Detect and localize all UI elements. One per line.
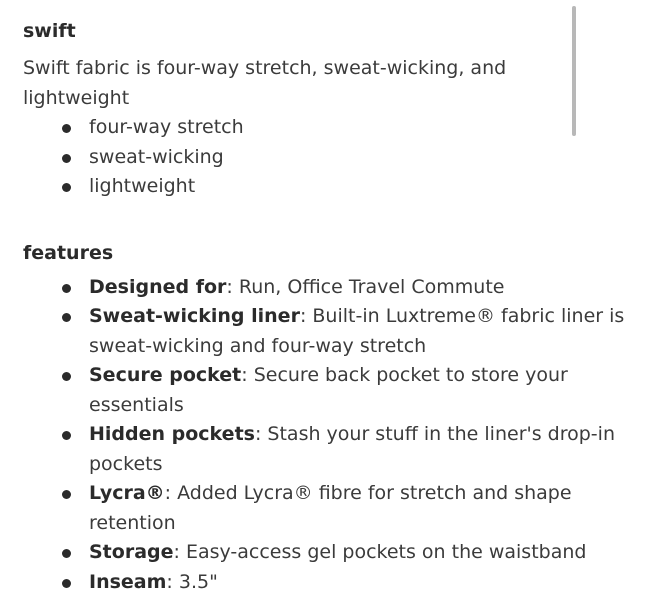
feature-label: Hidden pockets <box>89 423 255 445</box>
feature-item-hidden-pockets <box>23 420 659 479</box>
features-list <box>23 273 623 597</box>
feature-item-secure-pocket <box>23 361 659 420</box>
feature-text: : Easy-access gel pockets on the waistband <box>174 541 587 563</box>
bullet-icon <box>62 313 71 322</box>
swift-heading: swift <box>23 17 623 45</box>
bullet-icon <box>62 490 71 499</box>
feature-label: Inseam <box>89 571 166 593</box>
feature-text: : Run, Office Travel Commute <box>226 276 504 298</box>
bullet-icon <box>62 431 71 440</box>
feature-item-storage <box>23 538 659 568</box>
feature-text: : Stash your stuff in the liner's drop-in pockets <box>89 423 615 475</box>
feature-text: : 3.5" <box>166 571 217 593</box>
list-item <box>23 113 623 143</box>
feature-item-lycra <box>23 479 659 538</box>
swift-bullet-list <box>23 113 623 202</box>
bullet-icon <box>62 284 71 293</box>
vertical-scrollbar[interactable] <box>572 6 576 136</box>
bullet-icon <box>62 549 71 558</box>
list-item-text: lightweight <box>89 175 195 197</box>
list-item-text: four-way stretch <box>89 116 244 138</box>
feature-item-inseam <box>23 568 659 597</box>
bullet-icon <box>62 124 71 133</box>
bullet-icon <box>62 372 71 381</box>
bullet-icon <box>62 579 71 588</box>
feature-label: Sweat-wicking liner <box>89 305 300 327</box>
list-item-text: sweat-wicking <box>89 146 224 168</box>
feature-label: Designed for <box>89 276 226 298</box>
feature-label: Storage <box>89 541 174 563</box>
list-item <box>23 172 623 202</box>
swift-description: Swift fabric is four-way stretch, sweat-wicking, and lightweight <box>23 54 543 113</box>
feature-label: Secure pocket <box>89 364 241 386</box>
feature-text: : Built-in Luxtreme® fabric liner is sweat-wicking and four-way stretch <box>89 305 624 357</box>
features-heading: features <box>23 239 623 267</box>
feature-text: : Secure back pocket to store your essentials <box>89 364 568 416</box>
bullet-icon <box>62 154 71 163</box>
product-details-content <box>23 17 623 597</box>
feature-text: : Added Lycra® fibre for stretch and shape retention <box>89 482 572 534</box>
feature-item-designed-for <box>23 273 659 303</box>
bullet-icon <box>62 183 71 192</box>
feature-label: Lycra® <box>89 482 165 504</box>
list-item <box>23 143 623 173</box>
feature-item-sweat-wicking-liner <box>23 302 659 361</box>
